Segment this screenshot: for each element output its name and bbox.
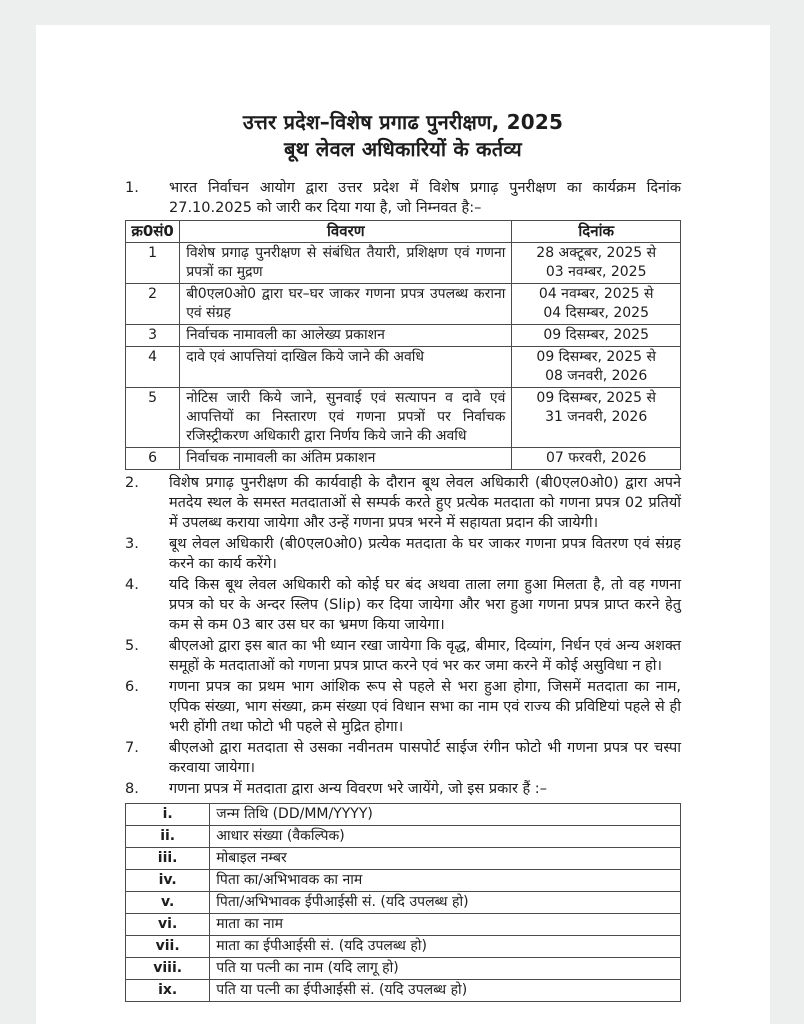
- date-line: 09 दिसम्बर, 2025 से: [536, 390, 656, 406]
- details-desc: पति या पत्नी का ईपीआईसी सं. (यदि उपलब्ध हो): [210, 980, 681, 1002]
- schedule-desc: नोटिस जारी किये जाने, सुनवाई एवं सत्यापन व दावे एवं आपत्तियों का निस्तारण एवं गणना प्रपत्रों पर निर्वाचक रजिस्ट्रीकरण अधिकारी द्वारा निर्णय किये जाने की अवधि: [180, 388, 512, 448]
- schedule-sno: 4: [126, 347, 180, 388]
- schedule-sno: 6: [126, 448, 180, 470]
- date-line: 04 नवम्बर, 2025 से: [538, 286, 654, 302]
- paragraph-number: 8.: [125, 781, 139, 797]
- doc-title-line1: उत्तर प्रदेश–विशेष प्रगाढ पुनरीक्षण, 2025: [242, 110, 564, 134]
- schedule-header-desc: विवरण: [180, 221, 512, 243]
- details-desc: पिता का/अभिभावक का नाम: [210, 870, 681, 892]
- details-sno: viii.: [126, 958, 210, 980]
- details-desc: माता का नाम: [210, 914, 681, 936]
- table-row: [126, 347, 681, 388]
- paragraph-number: 7.: [125, 740, 139, 756]
- paragraph-text: बूथ लेवल अधिकारी (बी0एल0ओ0) प्रत्येक मतदाता के घर जाकर गणना प्रपत्र वितरण एवं संग्रह करने का कार्य करेंगे।: [169, 536, 681, 572]
- date-line: 08 जनवरी, 2026: [545, 368, 648, 384]
- table-row: [126, 958, 681, 980]
- schedule-sno: 1: [126, 243, 180, 284]
- table-row: [126, 870, 681, 892]
- date-line: 31 जनवरी, 2026: [545, 409, 648, 425]
- paragraph-item-8: [125, 779, 681, 799]
- details-desc: पति या पत्नी का नाम (यदि लागू हो): [210, 958, 681, 980]
- schedule-date: [512, 388, 681, 448]
- paragraph-item-4: [125, 575, 681, 635]
- details-sno: iv.: [126, 870, 210, 892]
- paragraph-text: भारत निर्वाचन आयोग द्वारा उत्तर प्रदेश में विशेष प्रगाढ़ पुनरीक्षण का कार्यक्रम दिनांक 27.10.2025 को जारी कर दिया गया है, जो निम्नवत है:–: [169, 180, 681, 216]
- schedule-desc: दावे एवं आपत्तियां दाखिल किये जाने की अवधि: [180, 347, 512, 388]
- date-line: 09 दिसम्बर, 2025 से: [536, 349, 656, 365]
- details-sno: i.: [126, 804, 210, 826]
- schedule-sno: 3: [126, 325, 180, 347]
- paragraph-item-5: [125, 636, 681, 676]
- paragraph-text: गणना प्रपत्र में मतदाता द्वारा अन्य विवरण भरे जायेंगे, जो इस प्रकार हैं :–: [169, 781, 547, 797]
- table-row: [126, 448, 681, 470]
- paragraph-number: 6.: [125, 679, 139, 695]
- table-row: [126, 243, 681, 284]
- paragraph-text: विशेष प्रगाढ़ पुनरीक्षण की कार्यवाही के दौरान बूथ लेवल अधिकारी (बी0एल0ओ0) द्वारा अपने मतदेय स्थल के समस्त मतदाताओं से सम्पर्क करते हुए प्रत्येक मतदाता को गणना प्रपत्र 02 प्रतियों में उपलब्ध कराया जायेगा और उन्हें गणना प्रपत्र भरने में सहायता प्रदान की जायेगी।: [169, 475, 681, 531]
- details-sno: ii.: [126, 826, 210, 848]
- details-sno: vi.: [126, 914, 210, 936]
- document-page: [36, 25, 770, 1024]
- schedule-header-date: दिनांक: [512, 221, 681, 243]
- schedule-desc: विशेष प्रगाढ़ पुनरीक्षण से संबंधित तैयारी, प्रशिक्षण एवं गणना प्रपत्रों का मुद्रण: [180, 243, 512, 284]
- table-row: [126, 826, 681, 848]
- details-desc: जन्म तिथि (DD/MM/YYYY): [210, 804, 681, 826]
- paragraph-item-1: [125, 178, 681, 218]
- paragraph-number: 5.: [125, 638, 139, 654]
- table-row: [126, 804, 681, 826]
- table-row: [126, 892, 681, 914]
- paragraph-number: 2.: [125, 475, 139, 491]
- details-desc: पिता/अभिभावक ईपीआईसी सं. (यदि उपलब्ध हो): [210, 892, 681, 914]
- paragraph-number: 4.: [125, 577, 139, 593]
- schedule-date: [512, 347, 681, 388]
- details-sno: iii.: [126, 848, 210, 870]
- table-row: [126, 284, 681, 325]
- details-table: [125, 803, 681, 1002]
- schedule-date: [512, 325, 681, 347]
- table-row: [126, 980, 681, 1002]
- paragraph-text: यदि किस बूथ लेवल अधिकारी को कोई घर बंद अथवा ताला लगा हुआ मिलता है, तो वह गणना प्रपत्र को घर के अन्दर स्लिप (Slip) कर दिया जायेगा और भरा हुआ गणना प्रपत्र प्राप्त करने हेतु कम से कम 03 बार उस घर का भ्रमण किया जायेगा।: [169, 577, 681, 633]
- schedule-sno: 2: [126, 284, 180, 325]
- paragraph-item-7: [125, 738, 681, 778]
- paragraph-item-3: [125, 534, 681, 574]
- paragraph-text: बीएलओ द्वारा इस बात का भी ध्यान रखा जायेगा कि वृद्ध, बीमार, दिव्यांग, निर्धन एवं अन्य अशक्त समूहों के मतदाताओं को गणना प्रपत्र प्राप्त करने एवं भर कर जमा करने में कोई असुविधा न हो।: [169, 638, 681, 674]
- details-desc: माता का ईपीआईसी सं. (यदि उपलब्ध हो): [210, 936, 681, 958]
- paragraph-text: गणना प्रपत्र का प्रथम भाग आंशिक रूप से पहले से भरा हुआ होगा, जिसमें मतदाता का नाम, एपिक संख्या, भाग संख्या, क्रम संख्या एवं विधान सभा का नाम एवं राज्य की प्रविष्टियां पहले से ही भरी होंगी तथा फोटो भी पहले से मुद्रित होगा।: [169, 679, 681, 735]
- schedule-sno: 5: [126, 388, 180, 448]
- document-title: [125, 109, 681, 163]
- table-row: [126, 914, 681, 936]
- date-line: 04 दिसम्बर, 2025: [543, 305, 649, 321]
- details-sno: vii.: [126, 936, 210, 958]
- schedule-desc: निर्वाचक नामावली का आलेख्य प्रकाशन: [180, 325, 512, 347]
- doc-title-line2: बूथ लेवल अधिकारियों के कर्तव्य: [284, 137, 522, 161]
- schedule-header-sno: क्र0सं0: [126, 221, 180, 243]
- schedule-header-row: [126, 221, 681, 243]
- schedule-date: [512, 284, 681, 325]
- table-row: [126, 388, 681, 448]
- table-row: [126, 936, 681, 958]
- schedule-date: [512, 243, 681, 284]
- details-desc: मोबाइल नम्बर: [210, 848, 681, 870]
- date-line: 03 नवम्बर, 2025: [545, 264, 647, 280]
- paragraph-number: 1.: [125, 180, 139, 196]
- details-desc: आधार संख्या (वैकल्पिक): [210, 826, 681, 848]
- date-line: 28 अक्टूबर, 2025 से: [536, 245, 657, 261]
- date-line: 09 दिसम्बर, 2025: [543, 327, 649, 343]
- schedule-table: [125, 220, 681, 470]
- document-content: [36, 25, 770, 1002]
- paragraph-number: 3.: [125, 536, 139, 552]
- schedule-desc: निर्वाचक नामावली का अंतिम प्रकाशन: [180, 448, 512, 470]
- details-sno: ix.: [126, 980, 210, 1002]
- table-row: [126, 325, 681, 347]
- table-row: [126, 848, 681, 870]
- schedule-date: [512, 448, 681, 470]
- paragraph-item-6: [125, 677, 681, 737]
- date-line: 07 फरवरी, 2026: [545, 450, 647, 466]
- schedule-desc: बी0एल0ओ0 द्वारा घर–घर जाकर गणना प्रपत्र उपलब्ध कराना एवं संग्रह: [180, 284, 512, 325]
- paragraph-item-2: [125, 473, 681, 533]
- paragraph-text: बीएलओ द्वारा मतदाता से उसका नवीनतम पासपोर्ट साईज रंगीन फोटो भी गणना प्रपत्र पर चस्पा करवाया जायेगा।: [169, 740, 681, 776]
- details-sno: v.: [126, 892, 210, 914]
- paragraph-list: [125, 178, 681, 1002]
